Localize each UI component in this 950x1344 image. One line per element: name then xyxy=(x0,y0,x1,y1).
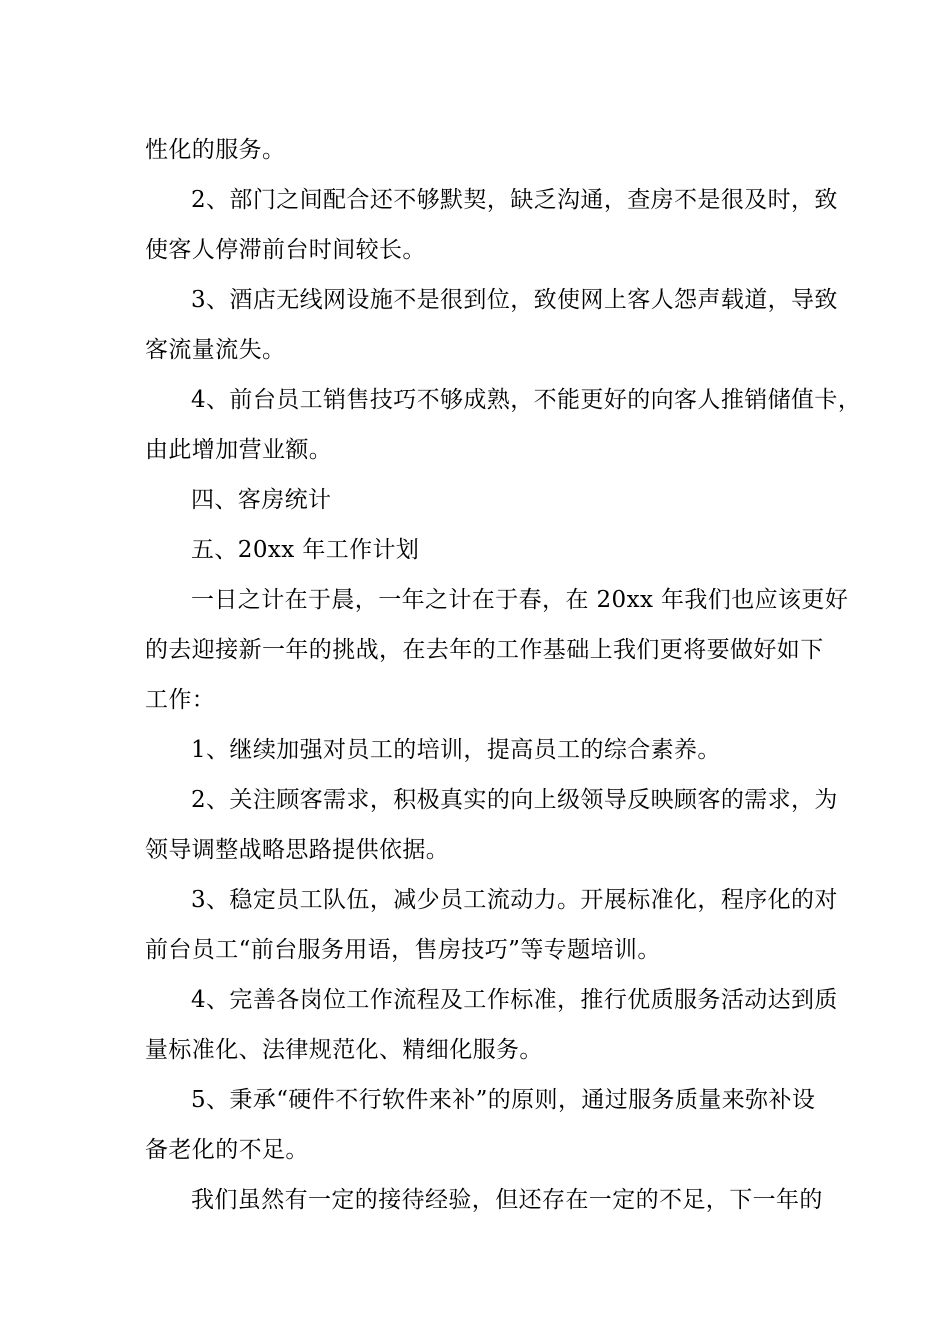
text-line: 客流量流失。 xyxy=(145,337,286,363)
text-line: 3、稳定员工队伍，减少员工流动力。开展标准化，程序化的对 xyxy=(191,887,838,913)
document-body xyxy=(145,125,862,1225)
text-line: 由此增加营业额。 xyxy=(145,437,333,463)
text-line: 性化的服务。 xyxy=(145,137,286,163)
text-line: 量标准化、法律规范化、精细化服务。 xyxy=(145,1037,543,1063)
text-line: 5、秉承“硬件不行软件来补”的原则，通过服务质量来弥补设 xyxy=(191,1087,816,1113)
text-line: 领导调整战略思路提供依据。 xyxy=(145,837,450,863)
section-heading: 四、客房统计 xyxy=(191,487,332,513)
text-line: 的去迎接新一年的挑战，在去年的工作基础上我们更将要做好如下 xyxy=(145,637,824,663)
text-line: 一日之计在于晨，一年之计在于春，在 20xx 年我们也应该更好 xyxy=(191,587,849,613)
text-line: 使客人停滞前台时间较长。 xyxy=(145,237,426,263)
section-heading: 五、20xx 年工作计划 xyxy=(191,537,420,563)
text-line: 3、酒店无线网设施不是很到位，致使网上客人怨声载道，导致 xyxy=(191,287,838,313)
text-line: 备老化的不足。 xyxy=(145,1137,309,1163)
text-line: 我们虽然有一定的接待经验，但还存在一定的不足，下一年的 xyxy=(191,1187,823,1213)
text-line: 4、前台员工销售技巧不够成熟，不能更好的向客人推销储值卡， xyxy=(191,387,862,413)
text-line: 2、关注顾客需求，积极真实的向上级领导反映顾客的需求，为 xyxy=(191,787,838,813)
text-line: 1、继续加强对员工的培训，提高员工的综合素养。 xyxy=(191,737,721,763)
text-line: 工作： xyxy=(145,687,216,713)
text-line: 2、部门之间配合还不够默契，缺乏沟通，查房不是很及时，致 xyxy=(191,187,838,213)
text-line: 4、完善各岗位工作流程及工作标准，推行优质服务活动达到质 xyxy=(191,987,838,1013)
text-line: 前台员工“前台服务用语，售房技巧”等专题培训。 xyxy=(145,937,661,963)
